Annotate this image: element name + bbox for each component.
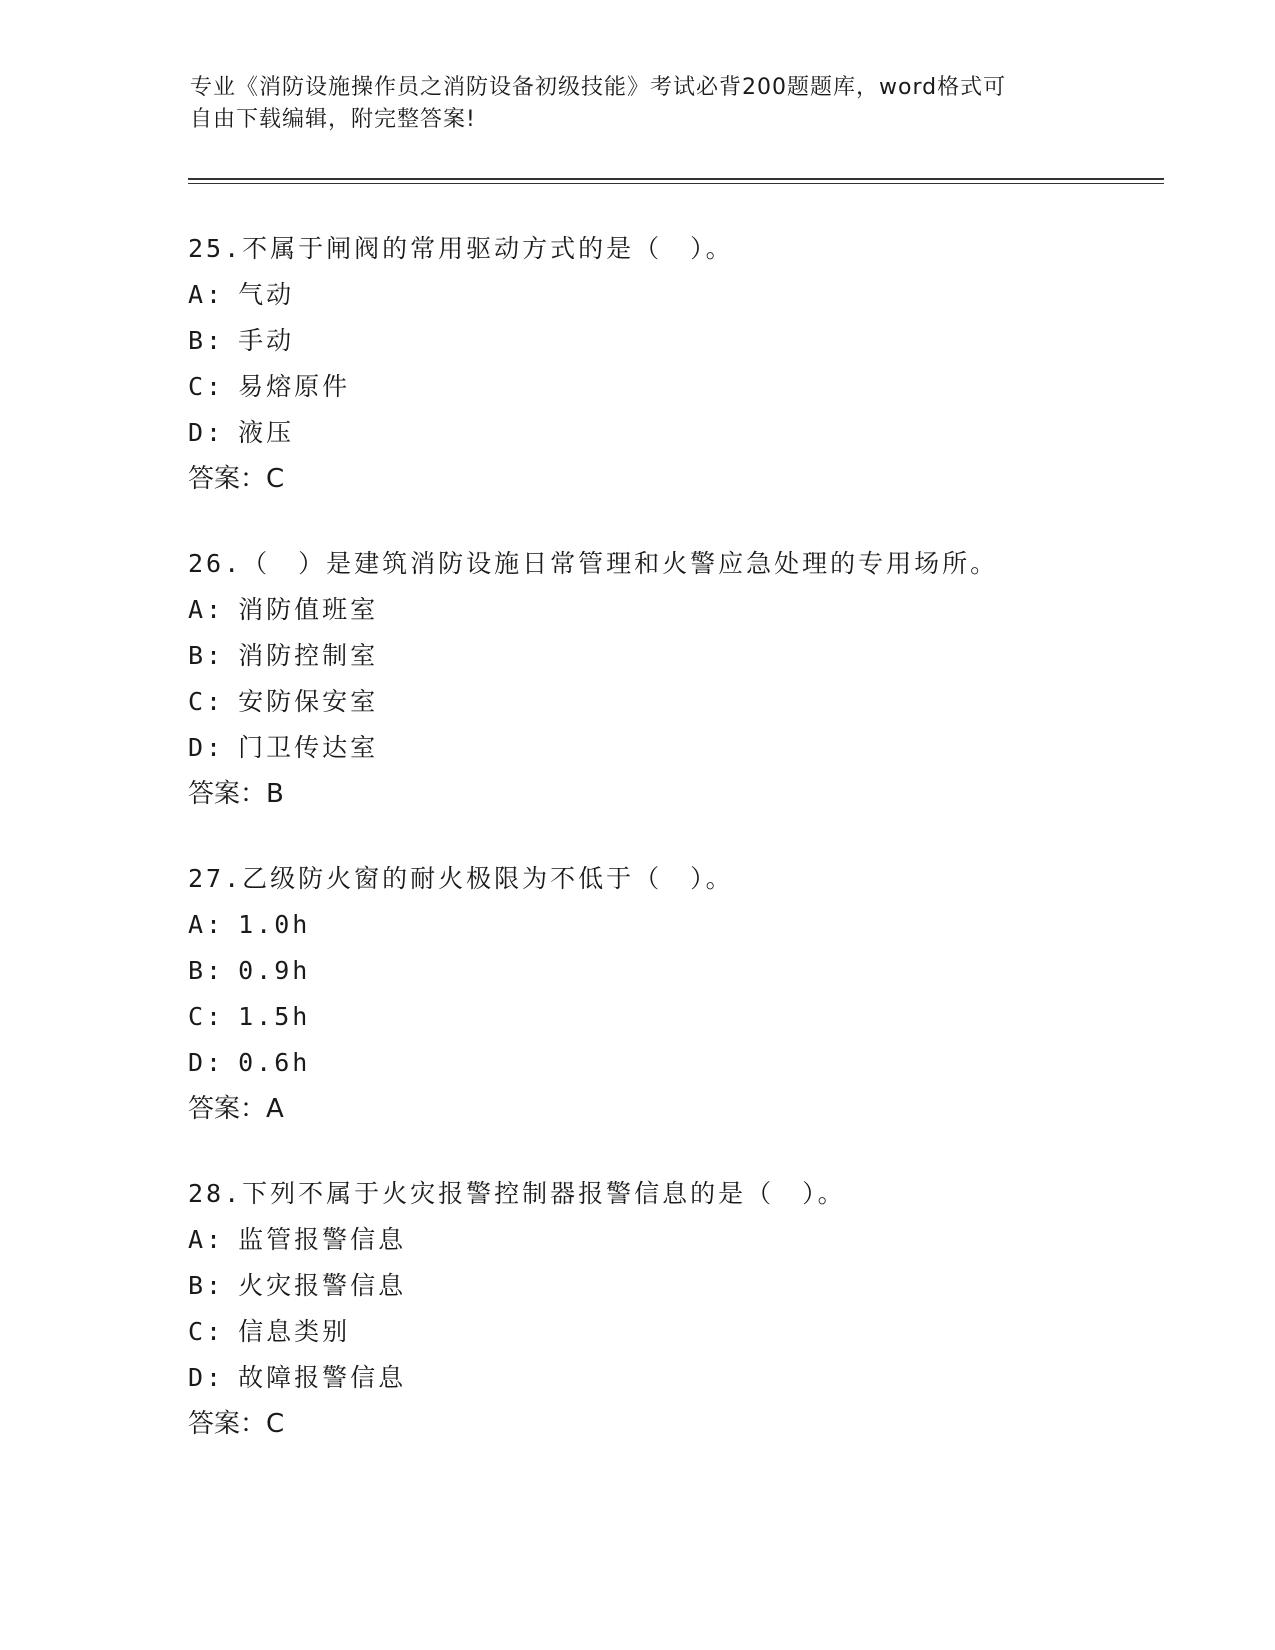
header-line-1: 专业《消防设施操作员之消防设备初级技能》考试必背200题题库，word格式可 [190, 75, 1007, 100]
option-text: 监管报警信息 [238, 1225, 407, 1254]
option-c [188, 1309, 1148, 1355]
option-b [188, 948, 1148, 994]
option-text: 手动 [238, 326, 295, 355]
option-letter: C: [188, 1002, 225, 1031]
option-text: 消防值班室 [238, 595, 379, 624]
header-line-2: 自由下载编辑，附完整答案! [190, 107, 476, 132]
option-text: 气动 [238, 280, 295, 309]
question-block-26 [188, 541, 1148, 817]
question-block-27 [188, 856, 1148, 1132]
question-stem: 27.乙级防火窗的耐火极限为不低于（ ）。 [188, 864, 734, 893]
option-text: 0.9h [238, 956, 311, 985]
option-d [188, 725, 1148, 771]
answer-line: 答案：A [188, 1094, 284, 1124]
option-text: 消防控制室 [238, 641, 379, 670]
answer-line: 答案：C [188, 1409, 285, 1439]
option-letter: D: [188, 1048, 225, 1077]
answer-line: 答案：C [188, 464, 285, 494]
option-a [188, 272, 1148, 318]
question-stem: 28.下列不属于火灾报警控制器报警信息的是（ ）。 [188, 1179, 846, 1208]
option-letter: C: [188, 372, 225, 401]
option-letter: A: [188, 910, 225, 939]
option-letter: B: [188, 641, 225, 670]
option-letter: D: [188, 733, 225, 762]
option-c [188, 364, 1148, 410]
option-text: 0.6h [238, 1048, 311, 1077]
option-a [188, 1217, 1148, 1263]
option-text: 安防保安室 [238, 687, 379, 716]
question-block-28 [188, 1171, 1148, 1447]
option-letter: B: [188, 1271, 225, 1300]
option-b [188, 318, 1148, 364]
option-letter: C: [188, 1317, 225, 1346]
option-text: 液压 [238, 418, 295, 447]
option-letter: A: [188, 1225, 225, 1254]
option-letter: B: [188, 326, 225, 355]
option-text: 1.5h [238, 1002, 311, 1031]
option-text: 信息类别 [238, 1317, 351, 1346]
option-a [188, 587, 1148, 633]
option-b [188, 1263, 1148, 1309]
document-header [190, 72, 1070, 136]
option-b [188, 633, 1148, 679]
option-text: 易熔原件 [238, 372, 351, 401]
option-text: 火灾报警信息 [238, 1271, 407, 1300]
question-stem: 26.（ ）是建筑消防设施日常管理和火警应急处理的专用场所。 [188, 549, 999, 578]
option-letter: A: [188, 595, 225, 624]
option-letter: C: [188, 687, 225, 716]
option-text: 故障报警信息 [238, 1363, 407, 1392]
answer-line: 答案：B [188, 779, 284, 809]
option-letter: D: [188, 1363, 225, 1392]
option-c [188, 994, 1148, 1040]
question-stem: 25.不属于闸阀的常用驱动方式的是（ ）。 [188, 234, 734, 263]
option-text: 门卫传达室 [238, 733, 379, 762]
option-d [188, 410, 1148, 456]
option-a [188, 902, 1148, 948]
option-d [188, 1355, 1148, 1401]
option-d [188, 1040, 1148, 1086]
option-letter: A: [188, 280, 225, 309]
option-letter: B: [188, 956, 225, 985]
option-letter: D: [188, 418, 225, 447]
option-text: 1.0h [238, 910, 311, 939]
question-block-25 [188, 226, 1148, 502]
option-c [188, 679, 1148, 725]
header-divider [188, 178, 1164, 184]
